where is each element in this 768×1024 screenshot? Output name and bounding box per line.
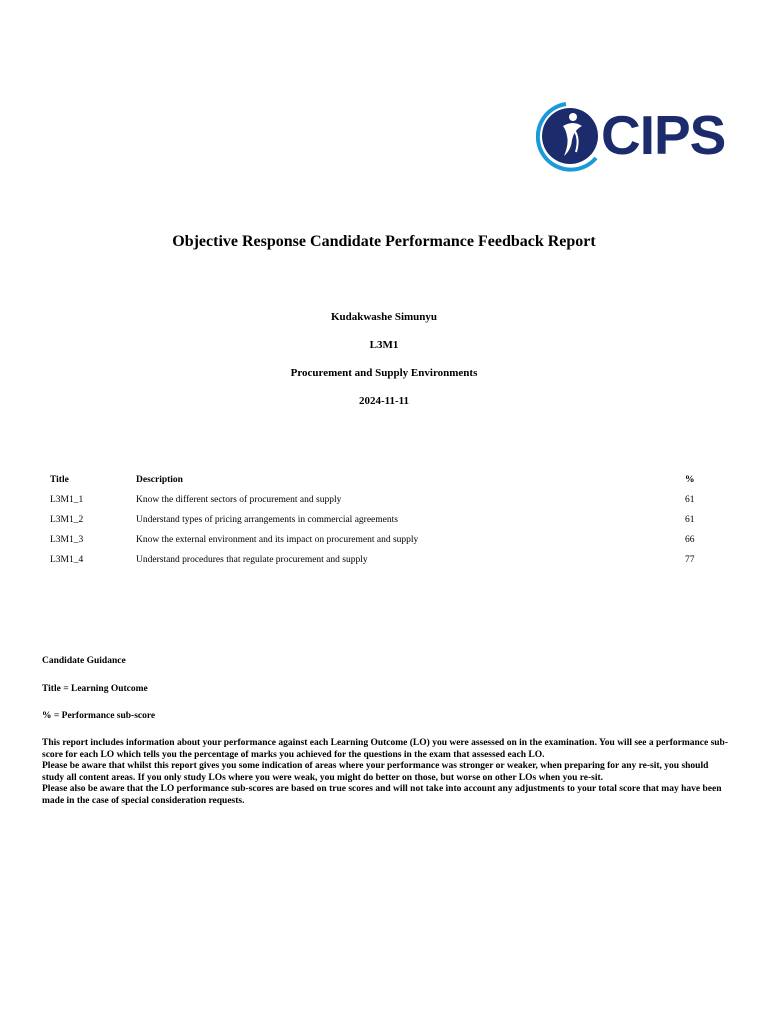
table-row: [45, 490, 710, 510]
table-row: [45, 530, 710, 550]
row-description: Know the external environment and its impact on procurement and supply: [136, 535, 419, 545]
row-percent: 77: [685, 555, 695, 565]
row-description: Understand procedures that regulate procurement and supply: [136, 555, 368, 565]
guidance-paragraph: This report includes information about your performance against each Learning Outcome (LO) you were assessed on in the examination. You will see a performance sub-score for each LO which tells you the percentage of marks you achieved for the questions in the exam that assessed each LO.: [42, 738, 729, 760]
row-title: L3M1_3: [50, 535, 84, 545]
guidance-heading: Candidate Guidance: [42, 656, 126, 666]
cips-logo-text: CIPS: [601, 104, 726, 166]
row-percent: 61: [685, 495, 695, 505]
header-description: Description: [136, 475, 183, 485]
module-code: L3M1: [369, 339, 399, 351]
row-percent: 66: [685, 535, 695, 545]
row-title: L3M1_1: [50, 495, 84, 505]
table-header-row: [45, 470, 710, 490]
guidance-percent-definition: % = Performance sub-score: [42, 711, 156, 721]
guidance-paragraph: Please also be aware that the LO performance sub-scores are based on true scores and will not take into account any adjustments to your total score that may have been made in the case of special consideration requests.: [42, 784, 722, 806]
learning-outcomes-table: [45, 470, 710, 570]
candidate-name: Kudakwashe Simunyu: [330, 311, 438, 323]
guidance-body: [42, 738, 732, 807]
table-row: [45, 510, 710, 530]
table-row: [45, 550, 710, 570]
module-name: Procurement and Supply Environments: [290, 367, 478, 379]
report-title: Objective Response Candidate Performance Feedback Report: [172, 233, 596, 250]
guidance-paragraph: Please be aware that whilst this report gives you some indication of areas where your performance was stronger or weaker, when preparing for any re-sit, you should study all content areas. If you only study LOs where you were weak, you might do better on those, but worse on other LOs when you re-sit.: [42, 761, 709, 783]
row-percent: 61: [685, 515, 695, 525]
guidance-title-definition: Title = Learning Outcome: [42, 684, 148, 694]
row-description: Know the different sectors of procurement and supply: [136, 495, 342, 505]
row-description: Understand types of pricing arrangements in commercial agreements: [136, 515, 398, 525]
row-title: L3M1_4: [50, 555, 84, 565]
header-title: Title: [50, 475, 69, 485]
report-date: 2024-11-11: [358, 395, 410, 407]
row-title: L3M1_2: [50, 515, 84, 525]
header-percent: %: [685, 475, 695, 485]
